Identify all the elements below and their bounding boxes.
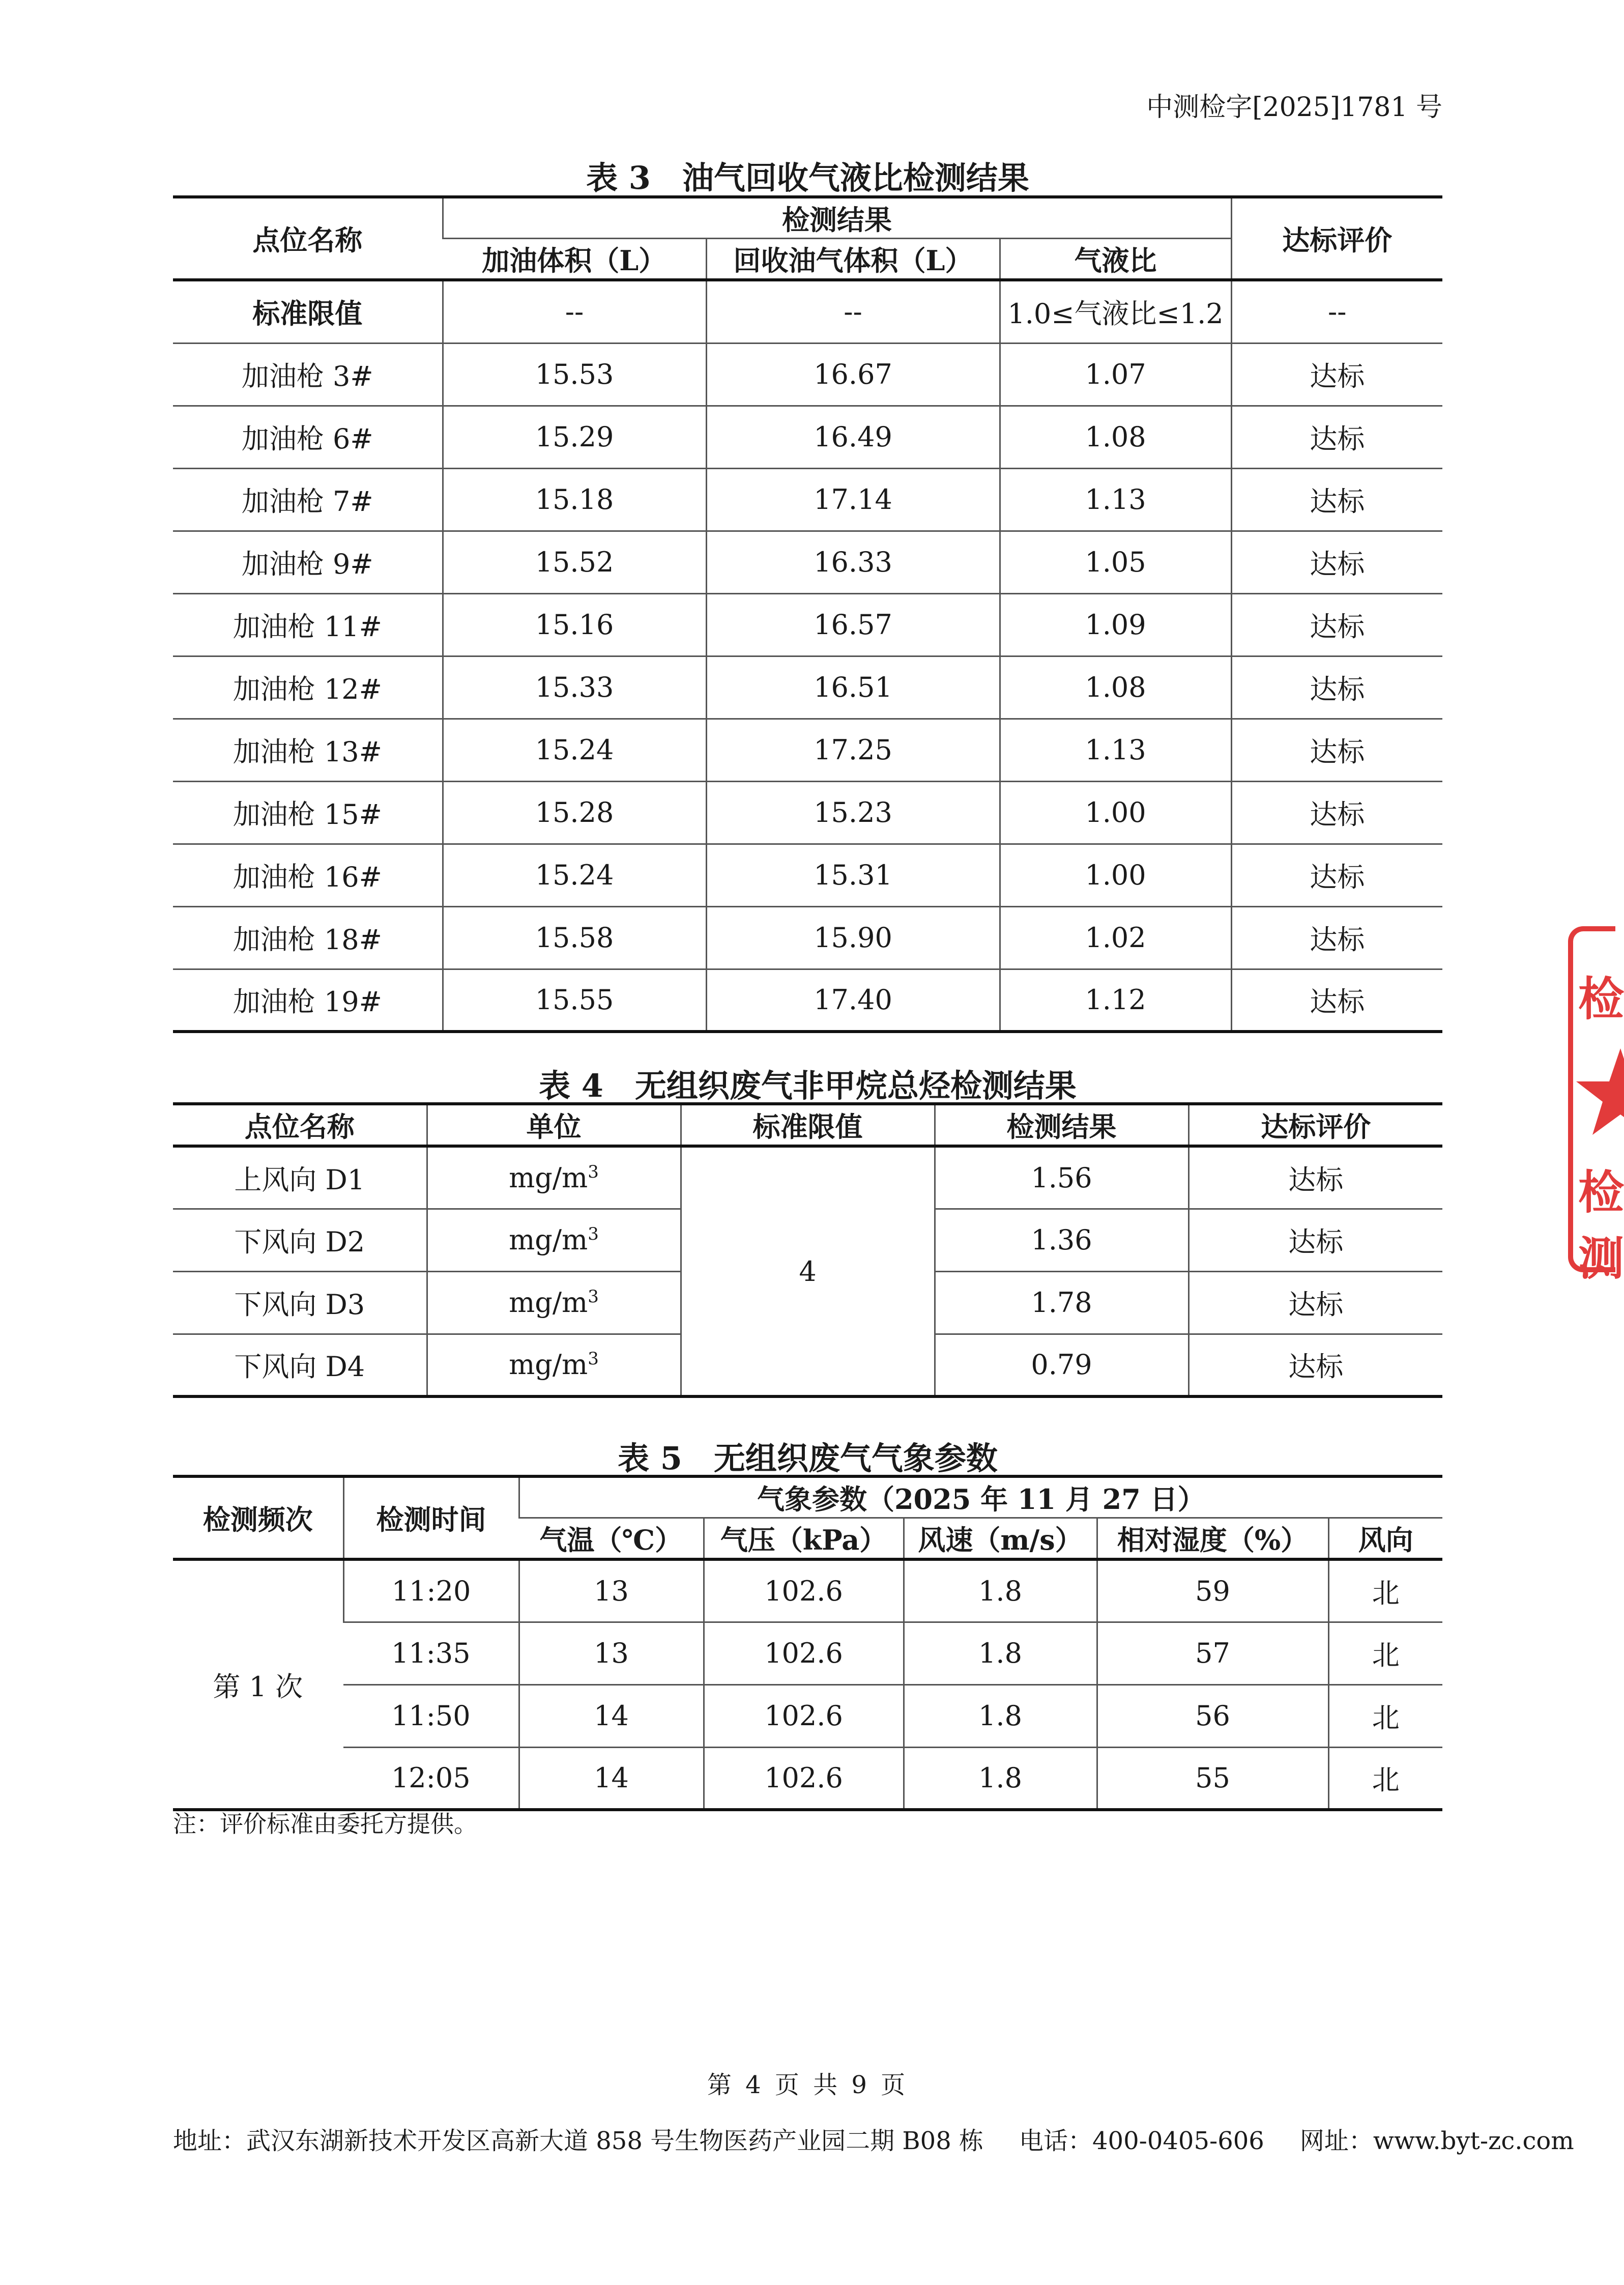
table4-row	[173, 1146, 1442, 1209]
table5-temp: 13	[519, 1559, 704, 1622]
table4-header-unit: 单位	[427, 1104, 681, 1146]
table3-limit-fuel: --	[443, 280, 706, 343]
table5-wind-dir: 北	[1328, 1747, 1442, 1810]
table3-eval: 达标	[1231, 343, 1442, 406]
table5-humidity: 56	[1097, 1684, 1328, 1747]
table5-header-wind-dir: 风向	[1328, 1518, 1442, 1560]
table3-row	[173, 969, 1442, 1032]
table5-header-params: 气象参数（2025 年 11 月 27 日）	[519, 1476, 1442, 1518]
table3-row	[173, 468, 1442, 531]
table5-humidity: 57	[1097, 1622, 1328, 1684]
table3-fuel-volume: 15.28	[443, 781, 706, 844]
table3-eval: 达标	[1231, 468, 1442, 531]
table3-point: 加油枪 9#	[173, 531, 443, 593]
table5-temp: 14	[519, 1684, 704, 1747]
footer	[173, 2121, 1610, 2156]
table4-result: 0.79	[935, 1334, 1188, 1396]
table3-row	[173, 906, 1442, 969]
table3-fuel-volume: 15.33	[443, 656, 706, 719]
table3-limit-label: 标准限值	[173, 280, 443, 343]
page-number: 第 4 页 共 9 页	[707, 2071, 909, 2099]
table4-eval: 达标	[1188, 1146, 1442, 1209]
table5-humidity: 55	[1097, 1747, 1328, 1810]
table3-eval: 达标	[1231, 593, 1442, 656]
table4-point: 下风向 D2	[173, 1209, 427, 1271]
table3-header-eval: 达标评价	[1231, 197, 1442, 280]
table4-eval: 达标	[1188, 1334, 1442, 1396]
table3-vapor-volume: 17.14	[706, 468, 1000, 531]
table3-header-result: 检测结果	[443, 197, 1231, 239]
table4-unit	[427, 1334, 681, 1396]
table4-limit: 4	[681, 1146, 935, 1396]
table5-row	[173, 1747, 1442, 1810]
table5-wind-dir: 北	[1328, 1622, 1442, 1684]
table5-weather-params	[173, 1475, 1442, 1811]
table3-eval: 达标	[1231, 969, 1442, 1032]
inspection-seal	[1568, 926, 1624, 1286]
table3-ratio: 1.05	[1000, 531, 1231, 593]
table3-ratio: 1.09	[1000, 593, 1231, 656]
table4-unit	[427, 1271, 681, 1334]
seal-text-bottom: 检测	[1578, 1165, 1624, 1286]
table4-unit-base: mg/m	[509, 1287, 588, 1319]
table3-point: 加油枪 7#	[173, 468, 443, 531]
table4-unit-base: mg/m	[509, 1224, 588, 1256]
table4-unit-sup: 3	[588, 1161, 599, 1182]
table3-ratio: 1.08	[1000, 406, 1231, 468]
table3-vapor-volume: 15.23	[706, 781, 1000, 844]
table3-eval: 达标	[1231, 844, 1442, 906]
table3-fuel-volume: 15.52	[443, 531, 706, 593]
table5-header-freq: 检测频次	[173, 1476, 343, 1559]
table4-header-limit: 标准限值	[681, 1104, 935, 1146]
table3-row	[173, 781, 1442, 844]
table3-ratio: 1.00	[1000, 781, 1231, 844]
table3-fuel-volume: 15.18	[443, 468, 706, 531]
table3-row	[173, 844, 1442, 906]
table5-time: 11:50	[343, 1684, 519, 1747]
table3-vapor-volume: 17.25	[706, 719, 1000, 781]
table3-eval: 达标	[1231, 906, 1442, 969]
table3-eval: 达标	[1231, 656, 1442, 719]
report-number: 中测检字[2025]1781 号	[1146, 92, 1442, 123]
table3-ratio: 1.13	[1000, 468, 1231, 531]
table4-header-eval: 达标评价	[1188, 1104, 1442, 1146]
table3-ratio: 1.12	[1000, 969, 1231, 1032]
table3-point: 加油枪 13#	[173, 719, 443, 781]
table3-limit-vapor: --	[706, 280, 1000, 343]
table5-time: 12:05	[343, 1747, 519, 1810]
table5-wind-speed: 1.8	[904, 1622, 1097, 1684]
table4-eval: 达标	[1188, 1209, 1442, 1271]
table3-eval: 达标	[1231, 406, 1442, 468]
table4-caption: 表 4 无组织废气非甲烷总烃检测结果	[539, 1067, 1077, 1104]
table4-unit-base: mg/m	[509, 1161, 588, 1194]
table3-point: 加油枪 3#	[173, 343, 443, 406]
table5-time: 11:20	[343, 1559, 519, 1622]
table3-ratio: 1.00	[1000, 844, 1231, 906]
table4-point: 上风向 D1	[173, 1146, 427, 1209]
table3-header-point: 点位名称	[173, 197, 443, 280]
table3-point: 加油枪 18#	[173, 906, 443, 969]
table5-wind-speed: 1.8	[904, 1747, 1097, 1810]
table5-pressure: 102.6	[704, 1747, 904, 1810]
seal-text-top: 检	[1578, 972, 1624, 1026]
table3-fuel-volume: 15.58	[443, 906, 706, 969]
table3-row	[173, 343, 1442, 406]
table5-pressure: 102.6	[704, 1684, 904, 1747]
table3-ratio: 1.08	[1000, 656, 1231, 719]
seal-star-icon	[1573, 1048, 1620, 1140]
table5-time: 11:35	[343, 1622, 519, 1684]
table3-row	[173, 656, 1442, 719]
table3-vapor-volume: 16.33	[706, 531, 1000, 593]
footer-website: 网址：www.byt-zc.com	[1299, 2127, 1574, 2155]
table5-pressure: 102.6	[704, 1559, 904, 1622]
table3-fuel-volume: 15.29	[443, 406, 706, 468]
table4-result: 1.56	[935, 1146, 1188, 1209]
table3-point: 加油枪 6#	[173, 406, 443, 468]
table3-fuel-volume: 15.55	[443, 969, 706, 1032]
table3-vapor-volume: 15.31	[706, 844, 1000, 906]
table3-eval: 达标	[1231, 531, 1442, 593]
table3-fuel-volume: 15.16	[443, 593, 706, 656]
table5-caption: 表 5 无组织废气气象参数	[618, 1440, 998, 1477]
table5-humidity: 59	[1097, 1559, 1328, 1622]
table4-unit-sup: 3	[588, 1224, 599, 1244]
table5-freq: 第 1 次	[173, 1559, 343, 1810]
table5-temp: 14	[519, 1747, 704, 1810]
table3-fuel-volume: 15.24	[443, 719, 706, 781]
table5-wind-speed: 1.8	[904, 1559, 1097, 1622]
table3-vapor-volume: 16.67	[706, 343, 1000, 406]
table3-vapor-volume: 16.49	[706, 406, 1000, 468]
table3-vapor-volume: 15.90	[706, 906, 1000, 969]
table3-point: 加油枪 15#	[173, 781, 443, 844]
table4-header-result: 检测结果	[935, 1104, 1188, 1146]
table4-result: 1.78	[935, 1271, 1188, 1334]
table3-point: 加油枪 19#	[173, 969, 443, 1032]
table5-header-humidity: 相对湿度（%）	[1097, 1518, 1328, 1560]
table3-header-ratio: 气液比	[1000, 239, 1231, 280]
table4-header-point: 点位名称	[173, 1104, 427, 1146]
table3-eval: 达标	[1231, 719, 1442, 781]
table5-wind-speed: 1.8	[904, 1684, 1097, 1747]
table4-unit	[427, 1209, 681, 1271]
footer-address: 地址：武汉东湖新技术开发区高新大道 858 号生物医药产业园二期 B08 栋	[173, 2127, 984, 2155]
table3-ratio: 1.07	[1000, 343, 1231, 406]
table3-point: 加油枪 11#	[173, 593, 443, 656]
table3-vapor-volume: 16.51	[706, 656, 1000, 719]
table3-row	[173, 593, 1442, 656]
table3-limit-row	[173, 280, 1442, 343]
table4-eval: 达标	[1188, 1271, 1442, 1334]
table5-header-wind-speed: 风速（m/s）	[904, 1518, 1097, 1560]
table5-wind-dir: 北	[1328, 1559, 1442, 1622]
table4-nmhc-results	[173, 1102, 1442, 1398]
table3-limit-ratio: 1.0≤气液比≤1.2	[1000, 280, 1231, 343]
table3-ratio: 1.13	[1000, 719, 1231, 781]
table5-pressure: 102.6	[704, 1622, 904, 1684]
table5-row	[173, 1684, 1442, 1747]
table5-row	[173, 1622, 1442, 1684]
table4-unit-sup: 3	[588, 1287, 599, 1307]
table5-header-temp: 气温（℃）	[519, 1518, 704, 1560]
evaluation-note: 注：评价标准由委托方提供。	[173, 1810, 477, 1838]
table5-header-pressure: 气压（kPa）	[704, 1518, 904, 1560]
table3-header-fuel-volume: 加油体积（L）	[443, 239, 706, 280]
table3-ratio: 1.02	[1000, 906, 1231, 969]
table3-point: 加油枪 12#	[173, 656, 443, 719]
table4-unit-sup: 3	[588, 1349, 599, 1369]
table5-wind-dir: 北	[1328, 1684, 1442, 1747]
table5-row	[173, 1559, 1442, 1622]
table3-point: 加油枪 16#	[173, 844, 443, 906]
table5-header-time: 检测时间	[343, 1476, 519, 1559]
table3-header-vapor-volume: 回收油气体积（L）	[706, 239, 1000, 280]
table3-row	[173, 719, 1442, 781]
table4-unit-base: mg/m	[509, 1349, 588, 1381]
table3-vapor-volume: 16.57	[706, 593, 1000, 656]
table3-gas-liquid-ratio	[173, 195, 1442, 1033]
table3-fuel-volume: 15.53	[443, 343, 706, 406]
table3-limit-eval: --	[1231, 280, 1442, 343]
table4-unit	[427, 1146, 681, 1209]
table3-fuel-volume: 15.24	[443, 844, 706, 906]
table3-vapor-volume: 17.40	[706, 969, 1000, 1032]
table4-result: 1.36	[935, 1209, 1188, 1271]
table3-eval: 达标	[1231, 781, 1442, 844]
table4-point: 下风向 D3	[173, 1271, 427, 1334]
footer-phone: 电话：400-0405-606	[1019, 2127, 1264, 2155]
table5-temp: 13	[519, 1622, 704, 1684]
table4-point: 下风向 D4	[173, 1334, 427, 1396]
table3-row	[173, 406, 1442, 468]
table3-row	[173, 531, 1442, 593]
table3-caption: 表 3 油气回收气液比检测结果	[586, 159, 1029, 196]
